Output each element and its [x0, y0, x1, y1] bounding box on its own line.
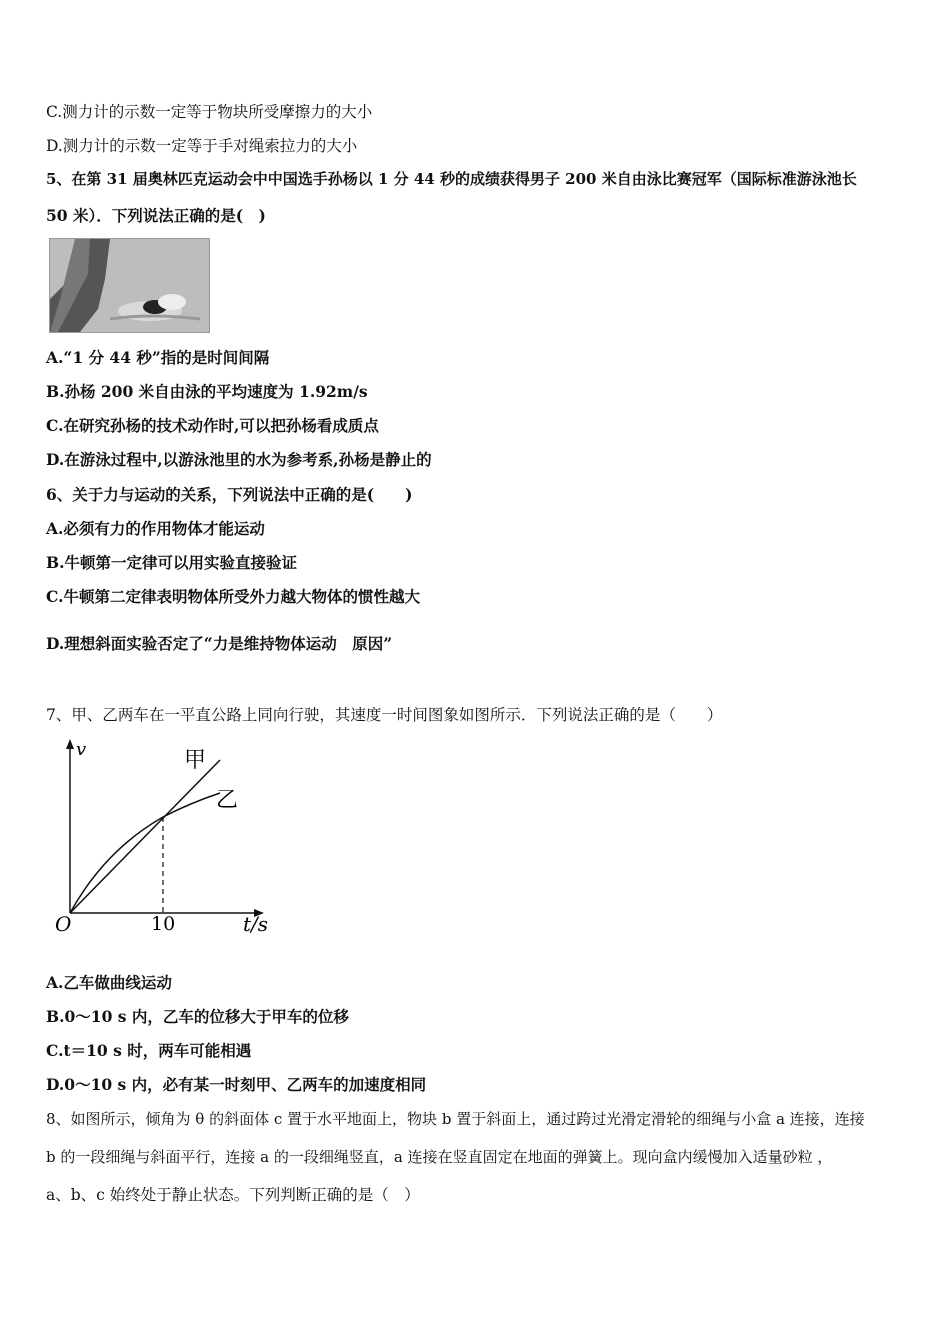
- swimmer-photo: [49, 238, 210, 333]
- line-jia: [70, 760, 220, 913]
- q5-stem-line2: 50 米）．下列说法正确的是( ): [46, 206, 266, 225]
- q7-option-b: B.0～10 s 内，乙车的位移大于甲车的位移: [46, 1007, 349, 1026]
- q4-option-c: C.测力计的示数一定等于物块所受摩擦力的大小: [46, 103, 373, 121]
- q5-option-b: B.孙杨 200 米自由泳的平均速度为 1.92m/s: [46, 382, 368, 401]
- curve-yi: [70, 793, 220, 913]
- q7-option-c: C.t＝10 s 时，两车可能相遇: [46, 1041, 252, 1060]
- q6-stem: 6、关于力与运动的关系，下列说法中正确的是( ): [46, 485, 413, 504]
- x-tick-10: 10: [151, 913, 176, 935]
- q5-option-d: D.在游泳过程中,以游泳池里的水为参考系,孙杨是静止的: [46, 450, 432, 469]
- origin-label: O: [55, 912, 72, 936]
- q4-option-d: D.测力计的示数一定等于手对绳索拉力的大小: [46, 137, 358, 155]
- x-axis-label: t/s: [243, 912, 269, 936]
- y-axis-label: v: [76, 739, 87, 760]
- q5-stem-line1: 5、在第 31 届奥林匹克运动会中中国选手孙杨以 1 分 44 秒的成绩获得男子 200 米自由泳比赛冠军（国际标准游泳池长: [46, 170, 857, 188]
- q6-option-d: D.理想斜面实验否定了“力是维持物体运动 原因”: [46, 634, 393, 653]
- q8-stem-line1: 8、如图所示，倾角为 θ 的斜面体 c 置于水平地面上，物块 b 置于斜面上，通过跨过光滑定滑轮的细绳与小盒 a 连接，连接: [46, 1110, 865, 1128]
- q7-option-d: D.0～10 s 内，必有某一时刻甲、乙两车的加速度相同: [46, 1075, 427, 1094]
- label-yi: 乙: [216, 788, 239, 813]
- q6-option-c: C.牛顿第二定律表明物体所受外力越大物体的惯性越大: [46, 587, 420, 606]
- q7-option-a: A.乙车做曲线运动: [46, 973, 172, 992]
- q6-option-b: B.牛顿第一定律可以用实验直接验证: [46, 553, 297, 572]
- q6-option-a: A.必须有力的作用物体才能运动: [46, 519, 265, 538]
- q5-option-a: A.“1 分 44 秒”指的是时间间隔: [46, 348, 270, 367]
- label-jia: 甲: [184, 748, 207, 773]
- q8-stem-line3: a、b、c 始终处于静止状态。下列判断正确的是（ ）: [46, 1186, 420, 1204]
- q5-option-c: C.在研究孙杨的技术动作时,可以把孙杨看成质点: [46, 416, 379, 435]
- velocity-time-graph: [50, 735, 280, 940]
- q8-stem-line2: b 的一段细绳与斜面平行，连接 a 的一段细绳竖直，a 连接在竖直固定在地面的弹簧上。现向盒内缓慢加入适量砂粒 ，: [46, 1148, 833, 1166]
- q7-stem: 7、甲、乙两车在一平直公路上同向行驶，其速度一时间图象如图所示．下列说法正确的是（ ）: [46, 706, 723, 724]
